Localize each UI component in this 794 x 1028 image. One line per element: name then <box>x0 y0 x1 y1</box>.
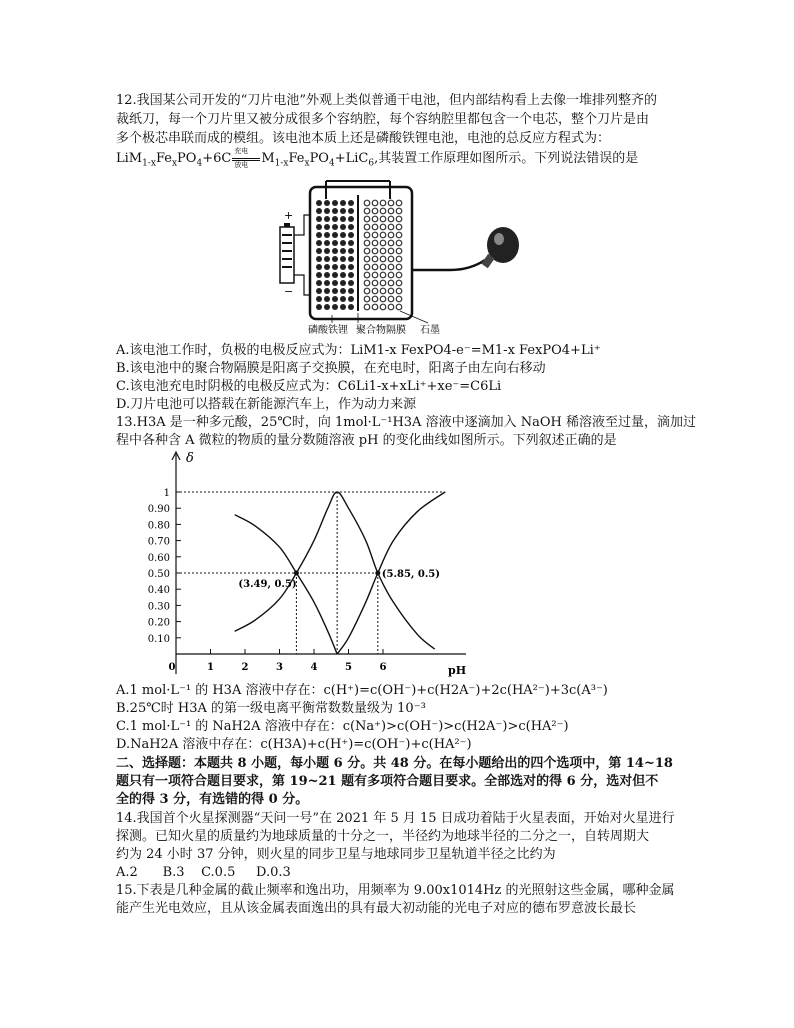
label-lifepo4: 磷酸铁锂 <box>308 325 348 336</box>
electrode-dot <box>316 256 322 262</box>
graphite-ring <box>388 296 394 302</box>
graphite-ring <box>388 304 394 310</box>
graphite-ring <box>396 240 402 246</box>
electrode-dot <box>348 272 354 278</box>
electrode-dot <box>340 216 346 222</box>
graphite-ring <box>372 224 378 230</box>
section2-line3: 全的得 3 分，有选错的得 0 分。 <box>116 792 309 807</box>
graphite-ring <box>372 288 378 294</box>
electrode-dot <box>340 208 346 214</box>
eq-sub: x <box>171 158 178 169</box>
graphite-ring <box>372 256 378 262</box>
graphite-ring <box>364 256 370 262</box>
graphite-ring <box>364 304 370 310</box>
electrode-dot <box>316 304 322 310</box>
q12-option-c: C.该电池充电时阴极的电极反应式为：C6Li1-x+xLi⁺+xe⁻=C6Li <box>116 379 502 394</box>
electrode-dot <box>348 264 354 270</box>
distribution-chart <box>140 448 490 680</box>
electrode-dot <box>348 256 354 262</box>
electrode-dot <box>332 288 338 294</box>
graphite-ring <box>388 264 394 270</box>
electrode-dot <box>340 272 346 278</box>
electrode-dot <box>332 232 338 238</box>
graphite-ring <box>372 216 378 222</box>
electrode-dot <box>332 248 338 254</box>
electrode-dot <box>316 216 322 222</box>
y-tick-label: 0.30 <box>147 601 170 613</box>
eq-sub: 1-x <box>142 158 156 169</box>
graphite-ring <box>388 272 394 278</box>
graphite-ring <box>380 296 386 302</box>
electrode-dot <box>348 216 354 222</box>
electrode-dot <box>340 304 346 310</box>
q12-line3: 多个极芯串联而成的模组。该电池本质上还是磷酸铁锂电池，电池的总反应方程式为： <box>116 131 611 146</box>
x-tick-label: 5 <box>345 662 352 673</box>
electrode-dot <box>348 280 354 286</box>
arrow-bottom-label: 放电 <box>234 161 249 169</box>
graphite-ring <box>380 264 386 270</box>
electrode-dot <box>340 232 346 238</box>
point-349 <box>294 571 299 576</box>
electrode-dot <box>332 296 338 302</box>
electrode-dot <box>324 296 330 302</box>
y-tick-label: 1 <box>163 488 170 499</box>
eq-part: +6C <box>202 151 232 166</box>
graphite-ring <box>364 216 370 222</box>
q12-option-a: A.该电池工作时，负极的电极反应式为：LiM1-x FexPO4-e⁻=M1-x FexPO4+Li⁺ <box>116 343 601 358</box>
y-tick-label: 0.40 <box>147 585 170 597</box>
plus-sign: + <box>284 209 294 222</box>
graphite-ring <box>396 264 402 270</box>
graphite-ring <box>372 248 378 254</box>
q13-option-b: B.25℃时 H3A 的第一级电离平衡常数数量级为 10⁻³ <box>116 701 426 716</box>
electrode-dot <box>348 208 354 214</box>
electrode-dot <box>324 224 330 230</box>
eq-sub: x <box>304 158 310 169</box>
electrode-dot <box>324 248 330 254</box>
y-tick-label: 0.70 <box>147 536 170 548</box>
y-tick-label: 0.90 <box>147 504 170 516</box>
graphite-ring <box>372 208 378 214</box>
electrode-dot <box>316 200 322 206</box>
graphite-ring <box>380 280 386 286</box>
electrode-dot <box>332 240 338 246</box>
electrode-dot <box>340 240 346 246</box>
graphite-ring <box>364 248 370 254</box>
electrode-dot <box>332 208 338 214</box>
eq-sub: 4 <box>196 158 203 169</box>
electrode-dot <box>324 232 330 238</box>
q15-line1: 15.下表是几种金属的截止频率和逸出功，用频率为 9.00x1014Hz 的光照射这些金属，哪种金属 <box>116 883 675 898</box>
graphite-ring <box>380 232 386 238</box>
electrode-dot <box>340 256 346 262</box>
electrode-dot <box>316 248 322 254</box>
battery-diagram <box>270 175 540 340</box>
graphite-ring <box>396 200 402 206</box>
annotation-585: (5.85, 0.5) <box>381 569 441 580</box>
graphite-ring <box>396 296 402 302</box>
electrode-dot <box>348 288 354 294</box>
electrode-dot <box>340 296 346 302</box>
graphite-ring <box>388 232 394 238</box>
y-tick-label: 0.80 <box>147 520 170 532</box>
point-585 <box>375 571 380 576</box>
graphite-ring <box>388 224 394 230</box>
arrow-top-label: 充电 <box>234 147 249 155</box>
electrode-dot <box>324 208 330 214</box>
eq-part: Fe <box>155 151 172 166</box>
q14-line3: 约为 24 小时 37 分钟，则火星的同步卫星与地球同步卫星轨道半径之比约为 <box>116 847 556 862</box>
graphite-ring <box>380 272 386 278</box>
electrode-dot <box>316 272 322 278</box>
graphite-ring <box>380 224 386 230</box>
electrode-dot <box>324 264 330 270</box>
graphite-ring <box>380 256 386 262</box>
q12-line1: 12.我国某公司开发的“刀片电池”外观上类似普通干电池，但内部结构看上去像一堆排列整齐的 <box>116 93 657 108</box>
q13-line1: 13.H3A 是一种多元酸，25℃时，向 1mol·L⁻¹H3A 溶液中逐滴加入 NaOH 稀溶液至过量，滴加过 <box>116 415 696 430</box>
electrode-dot <box>332 280 338 286</box>
graphite-ring <box>364 240 370 246</box>
graphite-ring <box>364 280 370 286</box>
eq-part: LiM <box>116 151 143 166</box>
graphite-ring <box>364 272 370 278</box>
electrode-dot <box>348 296 354 302</box>
battery-icon <box>280 223 294 283</box>
annotation-349: (3.49, 0.5) <box>238 579 297 590</box>
graphite-ring <box>396 208 402 214</box>
electrode-dot <box>316 288 322 294</box>
q15-line2: 能产生光电效应，且从该金属表面逸出的具有最大初动能的光电子对应的德布罗意波长最长 <box>116 901 637 916</box>
graphite-ring <box>388 240 394 246</box>
x-tick-label: 4 <box>310 662 318 673</box>
graphite-ring <box>372 304 378 310</box>
graphite-ring <box>364 224 370 230</box>
electrode-dot <box>340 200 346 206</box>
graphite-ring <box>372 264 378 270</box>
electrode-dot <box>340 280 346 286</box>
graphite-ring <box>388 280 394 286</box>
y-tick-label: 0.50 <box>147 569 170 580</box>
electrode-dot <box>340 288 346 294</box>
graphite-ring <box>388 256 394 262</box>
graphite-ring <box>380 208 386 214</box>
y-axis-label: δ <box>186 451 194 466</box>
graphite-ring <box>396 256 402 262</box>
q14-options: A.2 B.3 C.0.5 D.0.3 <box>116 865 291 880</box>
q12-option-b: B.该电池中的聚合物隔膜是阳离子交换膜，在充电时，阳离子由左向右移动 <box>116 361 546 376</box>
electrode-dot <box>332 256 338 262</box>
eq-part: ,其装置工作原理如图所示。下列说法错误的是 <box>374 151 639 166</box>
graphite-ring <box>372 296 378 302</box>
graphite-ring <box>396 248 402 254</box>
graphite-ring <box>364 200 370 206</box>
graphite-ring <box>372 280 378 286</box>
electrode-dot <box>332 264 338 270</box>
x-tick-label: 6 <box>379 662 387 673</box>
x-tick-label: 3 <box>276 662 283 673</box>
eq-sub: 6 <box>368 158 375 169</box>
eq-part: M <box>261 151 275 166</box>
graphite-ring <box>364 208 370 214</box>
graphite-ring <box>380 304 386 310</box>
y-tick-label: 0.20 <box>147 617 170 629</box>
q13-option-d: D.NaH2A 溶液中存在：c(H3A)+c(H⁺)=c(OH⁻)+c(HA²⁻) <box>116 737 472 752</box>
graphite-ring <box>396 216 402 222</box>
section2-line2: 题只有一项符合题目要求，第 19~21 题有多项符合题目要求。全部选对的得 6 分，选对但不 <box>116 774 659 789</box>
graphite-ring <box>372 200 378 206</box>
electrode-dot <box>340 248 346 254</box>
electrode-dot <box>332 304 338 310</box>
electrode-dot <box>316 280 322 286</box>
graphite-ring <box>364 296 370 302</box>
eq-part: PO <box>309 151 329 166</box>
q13-option-a: A.1 mol·L⁻¹ 的 H3A 溶液中存在：c(H⁺)=c(OH⁻)+c(H2A⁻)+2c(HA²⁻)+3c(A³⁻) <box>116 683 608 698</box>
electrode-dot <box>332 224 338 230</box>
electrode-dot <box>316 296 322 302</box>
electrode-dot <box>332 272 338 278</box>
electrode-dot <box>348 224 354 230</box>
graphite-ring <box>388 216 394 222</box>
eq-sub: 1-x <box>274 158 289 169</box>
q13-option-c: C.1 mol·L⁻¹ 的 NaH2A 溶液中存在：c(Na⁺)>c(OH⁻)>c(H2A⁻)>c(HA²⁻) <box>116 719 569 734</box>
label-membrane: 聚合物隔膜 <box>356 325 406 336</box>
y-tick-label: 0.60 <box>147 552 170 564</box>
electrode-dot <box>324 216 330 222</box>
q14-line2: 探测。已知火星的质量约为地球质量的十分之一，半径约为地球半径的二分之一，自转周期大 <box>116 829 650 844</box>
graphite-ring <box>380 288 386 294</box>
electrode-dot <box>324 304 330 310</box>
graphite-ring <box>372 272 378 278</box>
q12-option-d: D.刀片电池可以搭载在新能源汽车上，作为动力来源 <box>116 397 417 412</box>
graphite-ring <box>396 304 402 310</box>
x-tick-label: 1 <box>207 662 214 673</box>
graphite-ring <box>396 288 402 294</box>
graphite-ring <box>396 224 402 230</box>
graphite-ring <box>388 208 394 214</box>
q12-line2: 裁纸刀，每一个刀片里又被分成很多个容纳腔，每个容纳腔里都包含一个电芯，整个刀片是由 <box>116 112 650 127</box>
graphite-ring <box>396 232 402 238</box>
q13-line2: 程中各种含 A 微粒的物质的量分数随溶液 pH 的变化曲线如图所示。下列叙述正确的是 <box>116 433 617 448</box>
electrode-dot <box>324 200 330 206</box>
electrode-dot <box>348 304 354 310</box>
electrode-dot <box>348 248 354 254</box>
minus-sign: − <box>284 285 294 298</box>
eq-part: PO <box>177 151 197 166</box>
graphite-ring <box>364 232 370 238</box>
electrode-dot <box>324 272 330 278</box>
eq-part: +LiC <box>334 151 369 166</box>
eq-sub: 4 <box>328 158 335 169</box>
electrode-dot <box>340 264 346 270</box>
x-tick-label: 0 <box>168 662 176 673</box>
eq-part: Fe <box>288 151 305 166</box>
bulb-icon <box>481 227 519 268</box>
graphite-ring <box>380 240 386 246</box>
electrode-dot <box>316 224 322 230</box>
electrode-dot <box>348 200 354 206</box>
graphite-ring <box>396 280 402 286</box>
graphite-ring <box>372 240 378 246</box>
electrode-dot <box>348 232 354 238</box>
graphite-ring <box>372 232 378 238</box>
graphite-ring <box>364 288 370 294</box>
electrode-dot <box>316 232 322 238</box>
section2-line1: 二、选择题：本题共 8 小题，每小题 6 分。共 48 分。在每小题给出的四个选项中，第 14~18 <box>116 756 673 771</box>
electrode-dot <box>332 200 338 206</box>
electrode-dot <box>332 216 338 222</box>
q14-line1: 14.我国首个火星探测器“天问一号”在 2021 年 5 月 15 日成功着陆于火星表面，开始对火星进行 <box>116 811 675 826</box>
electrode-dot <box>324 288 330 294</box>
electrode-dot <box>316 208 322 214</box>
graphite-ring <box>388 248 394 254</box>
graphite-ring <box>388 288 394 294</box>
electrode-dot <box>316 264 322 270</box>
graphite-ring <box>380 216 386 222</box>
q12-equation <box>116 147 639 169</box>
label-graphite: 石墨 <box>420 325 440 336</box>
electrode-dot <box>324 240 330 246</box>
graphite-ring <box>396 272 402 278</box>
x-tick-label: 2 <box>241 662 249 673</box>
electrode-dot <box>316 240 322 246</box>
graphite-ring <box>380 200 386 206</box>
electrode-dot <box>348 240 354 246</box>
x-axis-label: pH <box>448 664 467 677</box>
electrode-dot <box>340 224 346 230</box>
graphite-ring <box>364 264 370 270</box>
graphite-ring <box>380 248 386 254</box>
graphite-ring <box>388 200 394 206</box>
reaction-arrow <box>231 147 261 169</box>
arrow-bar <box>232 158 260 159</box>
electrode-dot <box>324 256 330 262</box>
electrode-dot <box>324 280 330 286</box>
y-tick-label: 0.10 <box>147 633 170 645</box>
